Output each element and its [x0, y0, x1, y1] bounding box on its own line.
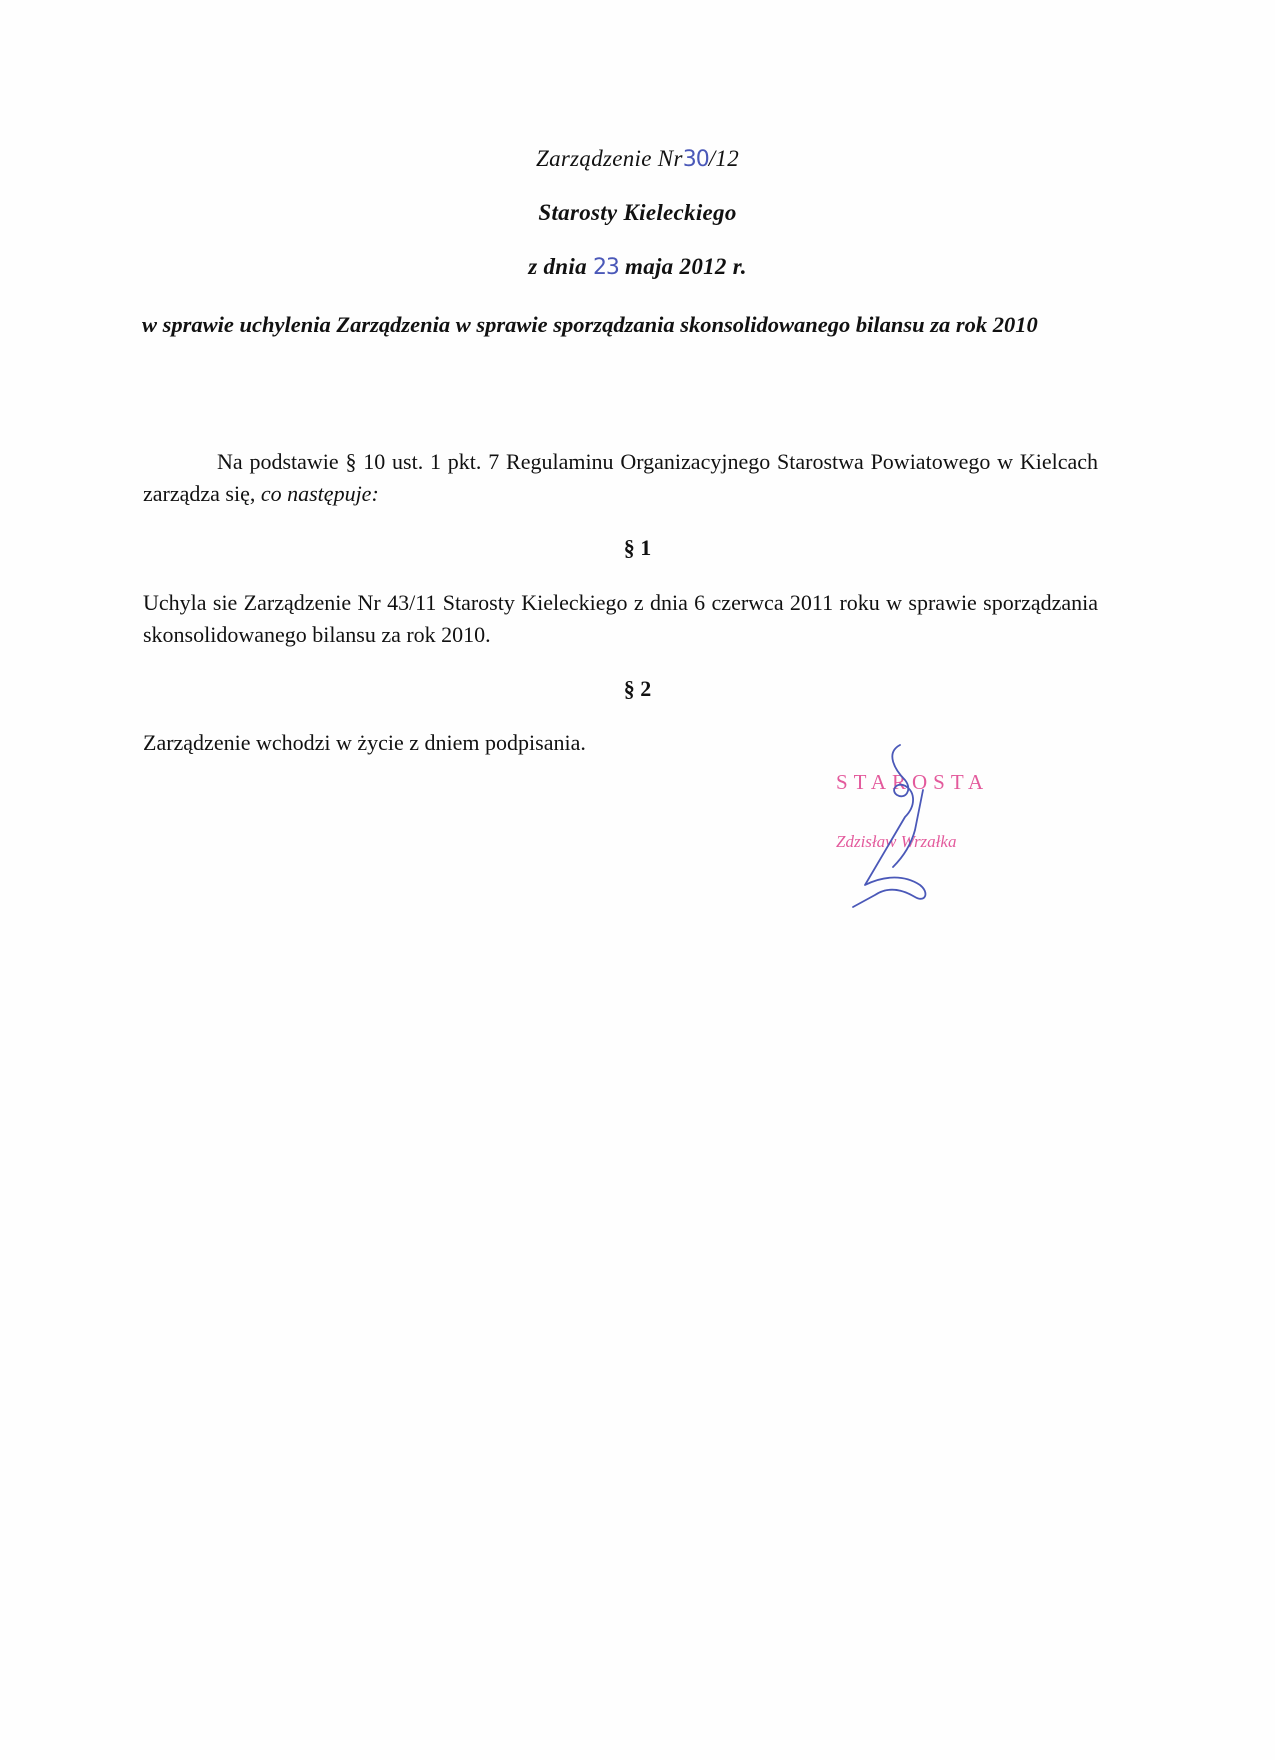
- section-1-text: Uchyla sie Zarządzenie Nr 43/11 Starosty Kieleckiego z dnia 6 czerwca 2011 roku w sprawie sporządzania skonsolidowanego bilansu za rok 2010.: [143, 590, 1098, 647]
- title-prefix: Zarządzenie Nr: [536, 146, 683, 171]
- section-mark-1: § 1: [623, 535, 652, 560]
- legal-basis-tail: co następuje:: [260, 481, 379, 506]
- handwritten-signature: [845, 735, 955, 910]
- document-subject: w sprawie uchylenia Zarządzenia w sprawie sporządzania skonsolidowanego bilansu za rok 2010: [142, 312, 1038, 337]
- date-prefix: z dnia: [528, 254, 587, 279]
- legal-basis-paragraph: [143, 446, 1098, 510]
- document-title: [0, 146, 1275, 172]
- section-mark-2: § 2: [623, 676, 652, 701]
- title-suffix: /12: [708, 146, 739, 171]
- stamp-name: Zdzisław Wrzałka: [836, 832, 957, 851]
- stamp-title: STAROSTA: [836, 770, 990, 794]
- section-2-text: Zarządzenie wchodzi w życie z dniem podpisania.: [143, 730, 586, 755]
- handwritten-day: 23: [592, 255, 619, 280]
- legal-basis-text: Na podstawie § 10 ust. 1 pkt. 7 Regulaminu Organizacyjnego Starostwa Powiatowego w Kielcach zarządza się,: [143, 449, 1098, 506]
- date-suffix: maja 2012 r.: [625, 254, 747, 279]
- handwritten-number: 30: [682, 147, 709, 172]
- document-author: Starosty Kieleckiego: [538, 200, 737, 225]
- document-date: [0, 254, 1275, 280]
